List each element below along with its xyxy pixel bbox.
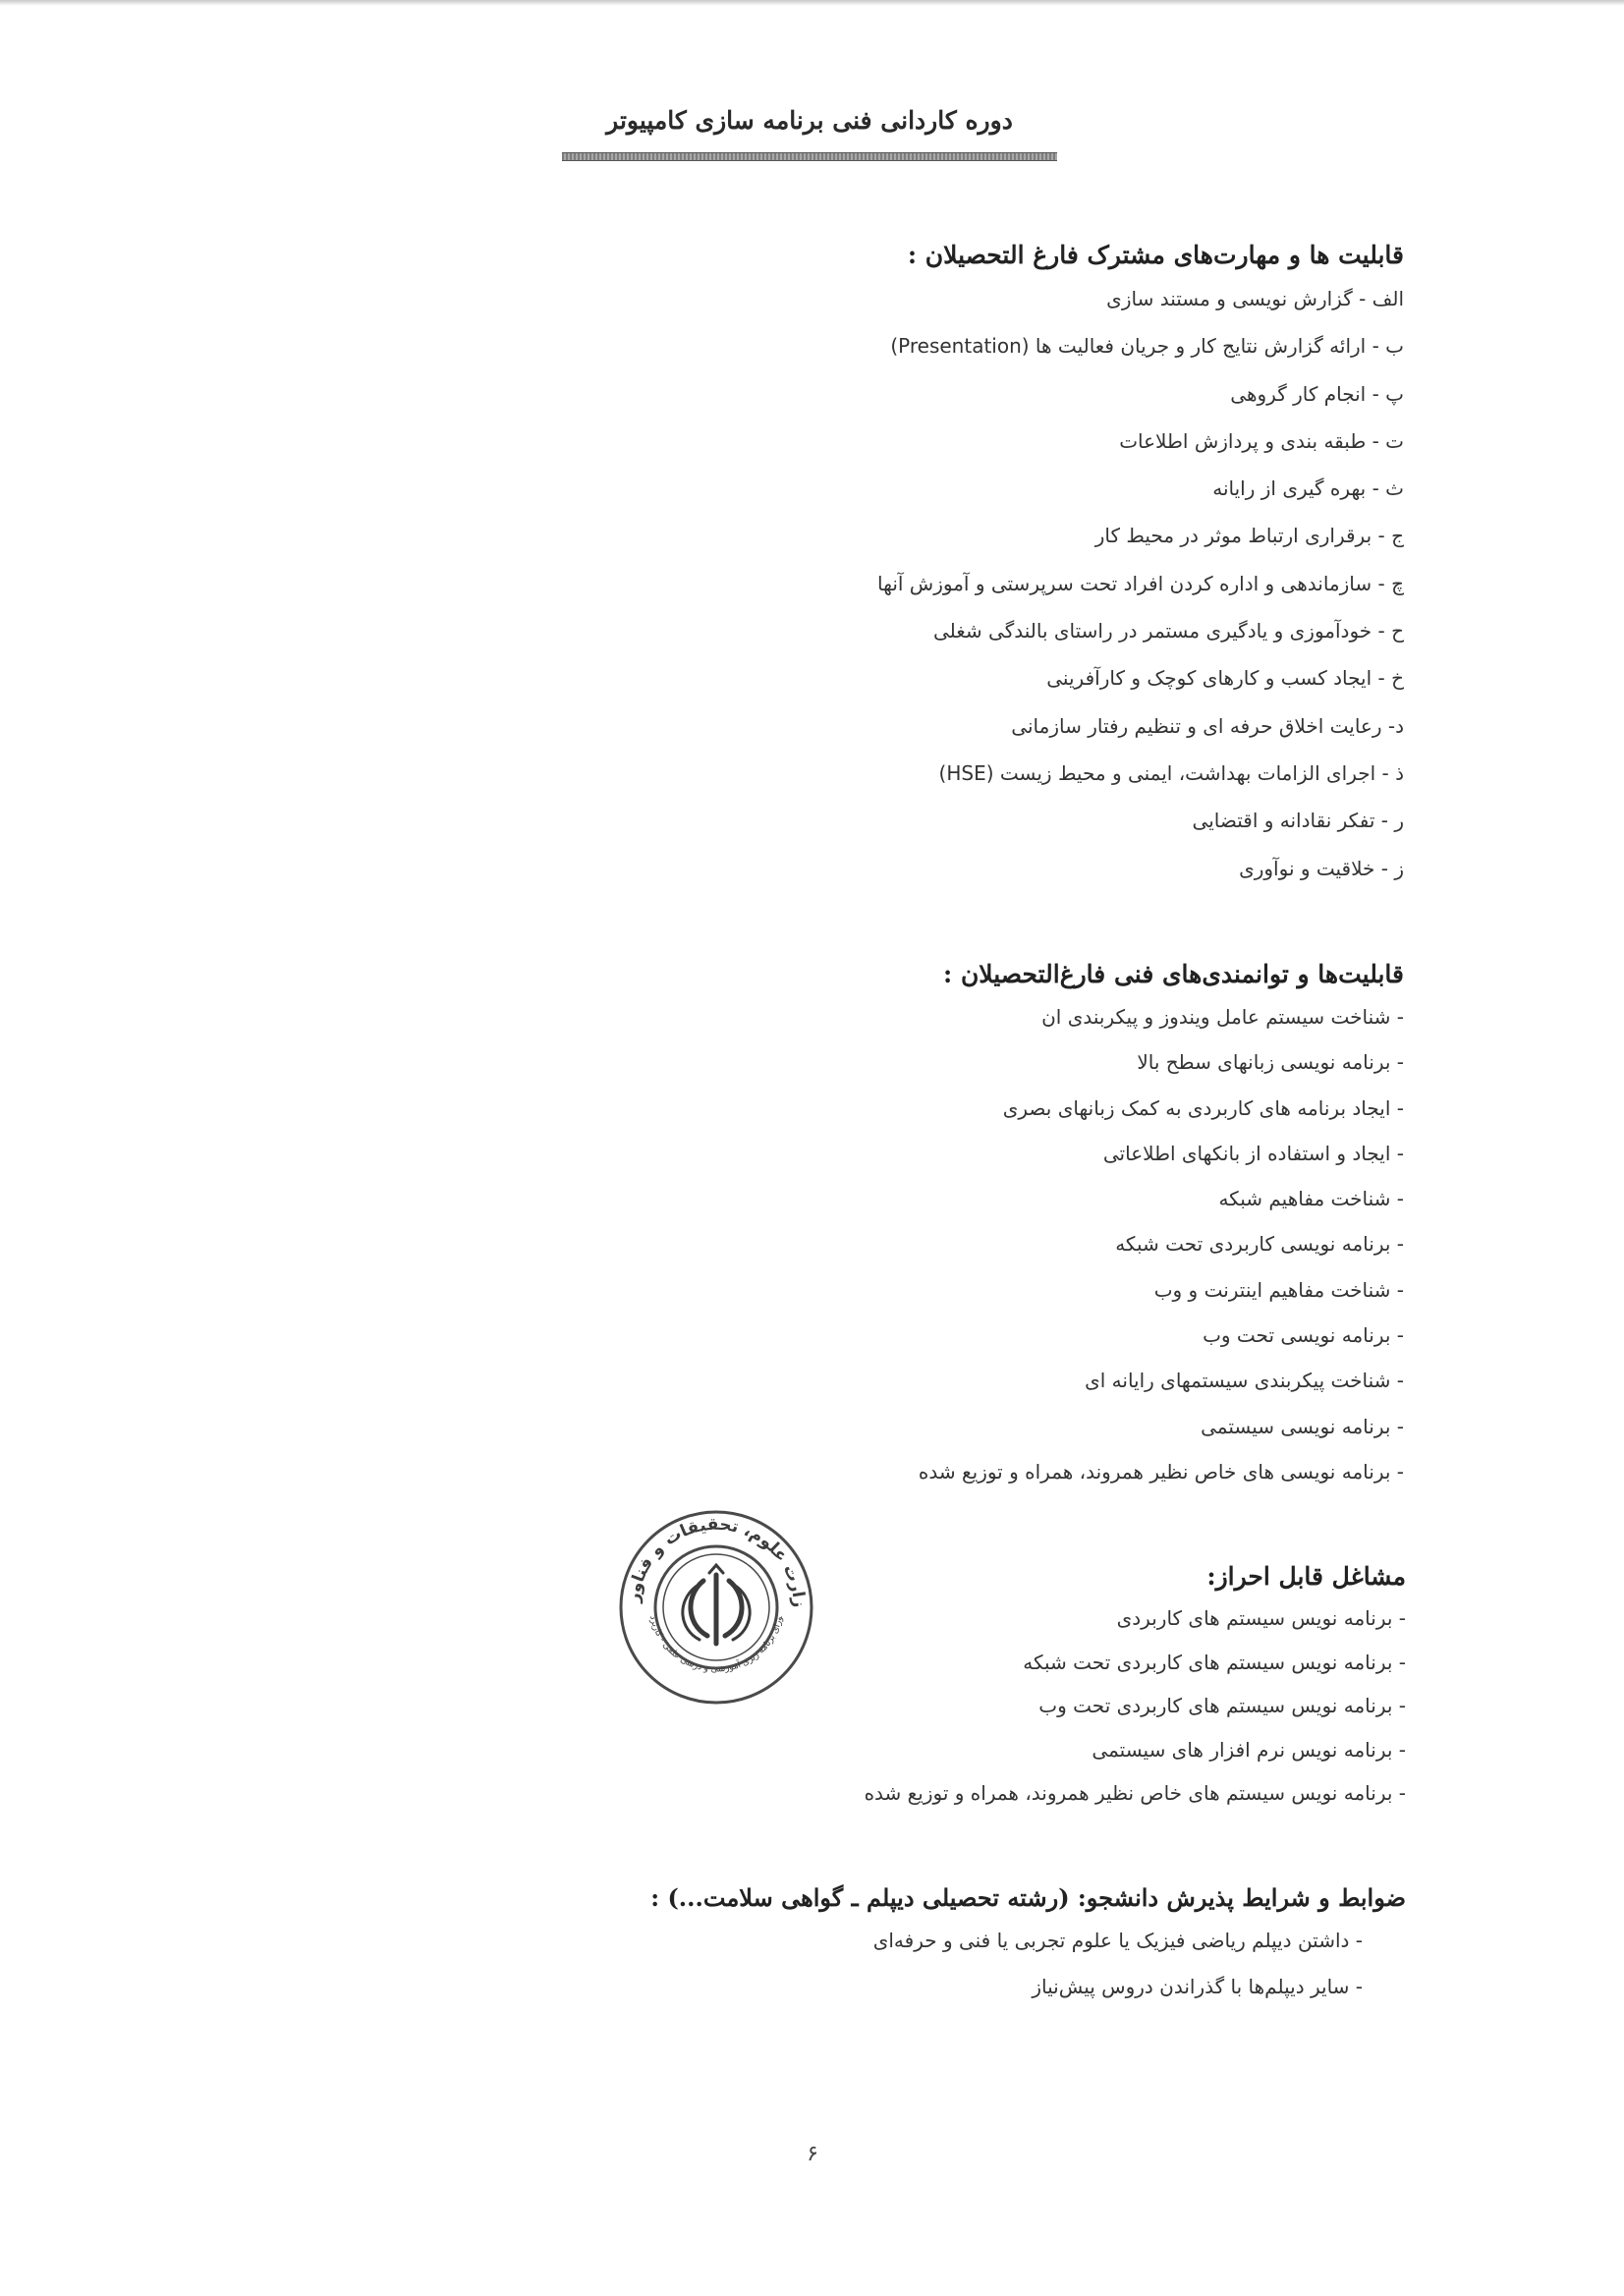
header-rule (562, 152, 1057, 161)
technical-skills-heading: قابلیت‌ها و توانمندی‌های فنی فارغ‌التحصیلان : (943, 960, 1404, 988)
admission-section (522, 1878, 1406, 2010)
seal-outer-text: زارت علوم، تحقیقات و فناور (624, 1514, 810, 1608)
list-item: - سایر دیپلم‌ها با گذراندن دروس پیش‌نیاز (1032, 1975, 1363, 1998)
technical-skills-section (539, 955, 1404, 1494)
page-number: ۶ (807, 2142, 818, 2166)
list-item: - شناخت پیکربندی سیستمهای رایانه ای (1085, 1369, 1404, 1393)
list-item: - شناخت سیستم عامل ویندوز و پیکربندی ان (1041, 1005, 1404, 1029)
list-item: - برنامه نویسی زبانهای سطح بالا (1137, 1050, 1404, 1075)
page-header (562, 106, 1057, 161)
list-item: - برنامه نویس سیستم های کاربردی تحت وب (1038, 1694, 1406, 1718)
common-skills-section (539, 236, 1404, 892)
list-item: ث - بهره گیری از رایانه (1212, 476, 1404, 501)
list-item: ج - برقراری ارتباط موثر در محیط کار (1094, 524, 1404, 548)
list-item: پ - انجام کار گروهی (1230, 381, 1404, 406)
list-item: ح - خودآموزی و یادگیری مستمر در راستای بالندگی شغلی (932, 619, 1404, 644)
list-item: ت - طبقه بندی و پردازش اطلاعات (1119, 428, 1404, 453)
admission-list (522, 1918, 1406, 2010)
admission-heading: ضوابط و شرایط پذیرش دانشجو: (رشته تحصیلی دیپلم ـ گواهی سلامت...) : (650, 1883, 1406, 1912)
seal-inner-text: ورای برنامه ریزی آموزشی و درسی علمی - کاربرد (647, 1614, 785, 1675)
list-item: د- رعایت اخلاق حرفه ای و تنظیم رفتار سازمانی (1011, 713, 1404, 738)
list-item: - برنامه نویس سیستم های کاربردی (1116, 1606, 1406, 1630)
list-item: - برنامه نویسی سیستمی (1201, 1414, 1404, 1438)
scan-top-edge (0, 0, 1624, 6)
list-item: - شناخت مفاهیم اینترنت و وب (1153, 1277, 1404, 1302)
list-item: - شناخت مفاهیم شبکه (1218, 1187, 1404, 1211)
common-skills-heading: قابلیت ها و مهارت‌های مشترک فارغ التحصیلان : (907, 241, 1404, 269)
list-item: - برنامه نویس سیستم های خاص نظیر همروند، همراه و توزیع شده (864, 1781, 1406, 1806)
ministry-seal (617, 1508, 815, 1707)
list-item: ز - خلاقیت و نوآوری (1239, 856, 1404, 880)
page-header-title: دوره کاردانی فنی برنامه سازی کامپیوتر (606, 106, 1013, 135)
technical-skills-list (539, 994, 1404, 1494)
list-item: - برنامه نویس نرم افزار های سیستمی (1092, 1737, 1406, 1762)
list-item: ذ - اجرای الزامات بهداشت، ایمنی و محیط زیست (HSE) (938, 760, 1404, 785)
iran-emblem-icon (683, 1565, 750, 1644)
list-item: ب - ارائه گزارش نتایج کار و جریان فعالیت ها (Presentation) (890, 334, 1404, 359)
list-item: خ - ایجاد کسب و کارهای کوچک و کارآفرینی (1046, 666, 1404, 691)
list-item: الف - گزارش نویسی و مستند سازی (1106, 287, 1404, 310)
common-skills-list (539, 275, 1404, 892)
seal-graphic (617, 1508, 815, 1707)
list-item: - برنامه نویسی تحت وب (1203, 1323, 1404, 1348)
list-item: ر - تفکر نقادانه و اقتضایی (1192, 809, 1404, 833)
list-item: چ - سازماندهی و اداره کردن افراد تحت سرپرستی و آموزش آنها (877, 571, 1404, 595)
list-item: - برنامه نویسی کاربردی تحت شبکه (1115, 1232, 1404, 1257)
jobs-heading: مشاغل قابل احراز: (1206, 1562, 1406, 1591)
list-item: - برنامه نویس سیستم های کاربردی تحت شبکه (1023, 1650, 1406, 1674)
list-item: - داشتن دیپلم ریاضی فیزیک یا علوم تجربی یا فنی و حرفه‌ای (872, 1929, 1363, 1952)
list-item: - ایجاد و استفاده از بانکهای اطلاعاتی (1102, 1141, 1404, 1165)
list-item: - برنامه نویسی های خاص نظیر همروند، همراه و توزیع شده (918, 1459, 1404, 1484)
list-item: - ایجاد برنامه های کاربردی به کمک زبانهای بصری (1002, 1095, 1404, 1120)
